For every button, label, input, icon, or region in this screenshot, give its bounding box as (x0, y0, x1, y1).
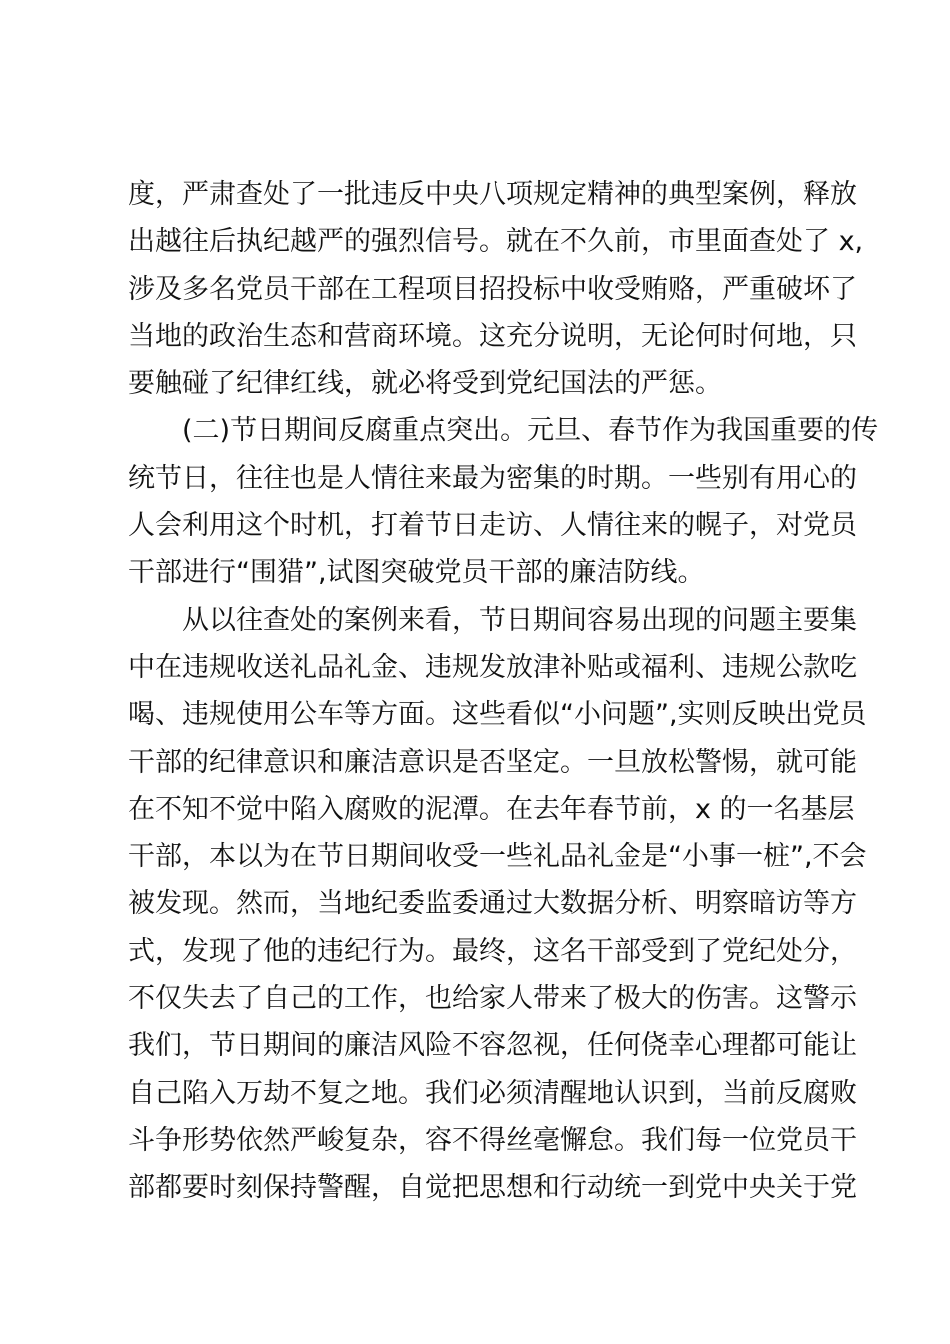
text-line: 自己陷入万劫不复之地。我们必须清醒地认识到，当前反腐败 (128, 1077, 857, 1109)
paragraph-3 (128, 597, 867, 1212)
text-line: 出越往后执纪越严的强烈信号。就在不久前，市里面查处了 x, (128, 226, 864, 258)
text-line: 从以往查处的案例来看，节日期间容易出现的问题主要集 (182, 604, 857, 636)
text-line: 我们，节日期间的廉洁风险不容忽视，任何侥幸心理都可能让 (128, 1030, 857, 1062)
text-line: 在不知不觉中陷入腐败的泥潭。在去年春节前，x 的一名基层 (128, 793, 855, 825)
text-line: 涉及多名党员干部在工程项目招投标中收受贿赂，严重破坏了 (128, 273, 857, 305)
text-line: 式，发现了他的违纪行为。最终，这名干部受到了党纪处分， (128, 935, 857, 967)
text-line: 喝、违规使用公车等方面。这些看似“小问题”,实则反映出党员 (128, 699, 867, 731)
text-line: 干部的纪律意识和廉洁意识是否坚定。一旦放松警惕，就可能 (128, 746, 857, 778)
text-line: 统节日，往往也是人情往来最为密集的时期。一些别有用心的 (128, 462, 857, 494)
text-line: 被发现。然而，当地纪委监委通过大数据分析、明察暗访等方 (128, 888, 857, 920)
text-line: (二)节日期间反腐重点突出。元旦、春节作为我国重要的传 (182, 415, 879, 447)
text-line: 部都要时刻保持警醒，自觉把思想和行动统一到党中央关于党 (128, 1172, 857, 1204)
paragraph-1 (128, 171, 864, 407)
text-line: 干部，本以为在节日期间收受一些礼品礼金是“小事一桩”,不会 (128, 841, 867, 873)
text-line: 当地的政治生态和营商环境。这充分说明，无论何时何地，只 (128, 320, 857, 352)
text-line: 度，严肃查处了一批违反中央八项规定精神的典型案例，释放 (128, 179, 857, 210)
text-line: 要触碰了纪律红线，就必将受到党纪国法的严惩。 (128, 368, 722, 400)
text-line: 中在违规收送礼品礼金、违规发放津补贴或福利、违规公款吃 (128, 651, 857, 683)
document-body (128, 171, 879, 1212)
text-line: 人会利用这个时机，打着节日走访、人情往来的幌子，对党员 (128, 510, 857, 542)
text-line: 不仅失去了自己的工作，也给家人带来了极大的伤害。这警示 (128, 983, 857, 1015)
paragraph-2 (128, 407, 879, 596)
text-line: 干部进行“围猎”,试图突破党员干部的廉洁防线。 (128, 557, 705, 589)
text-line: 斗争形势依然严峻复杂，容不得丝毫懈怠。我们每一位党员干 (128, 1124, 857, 1156)
